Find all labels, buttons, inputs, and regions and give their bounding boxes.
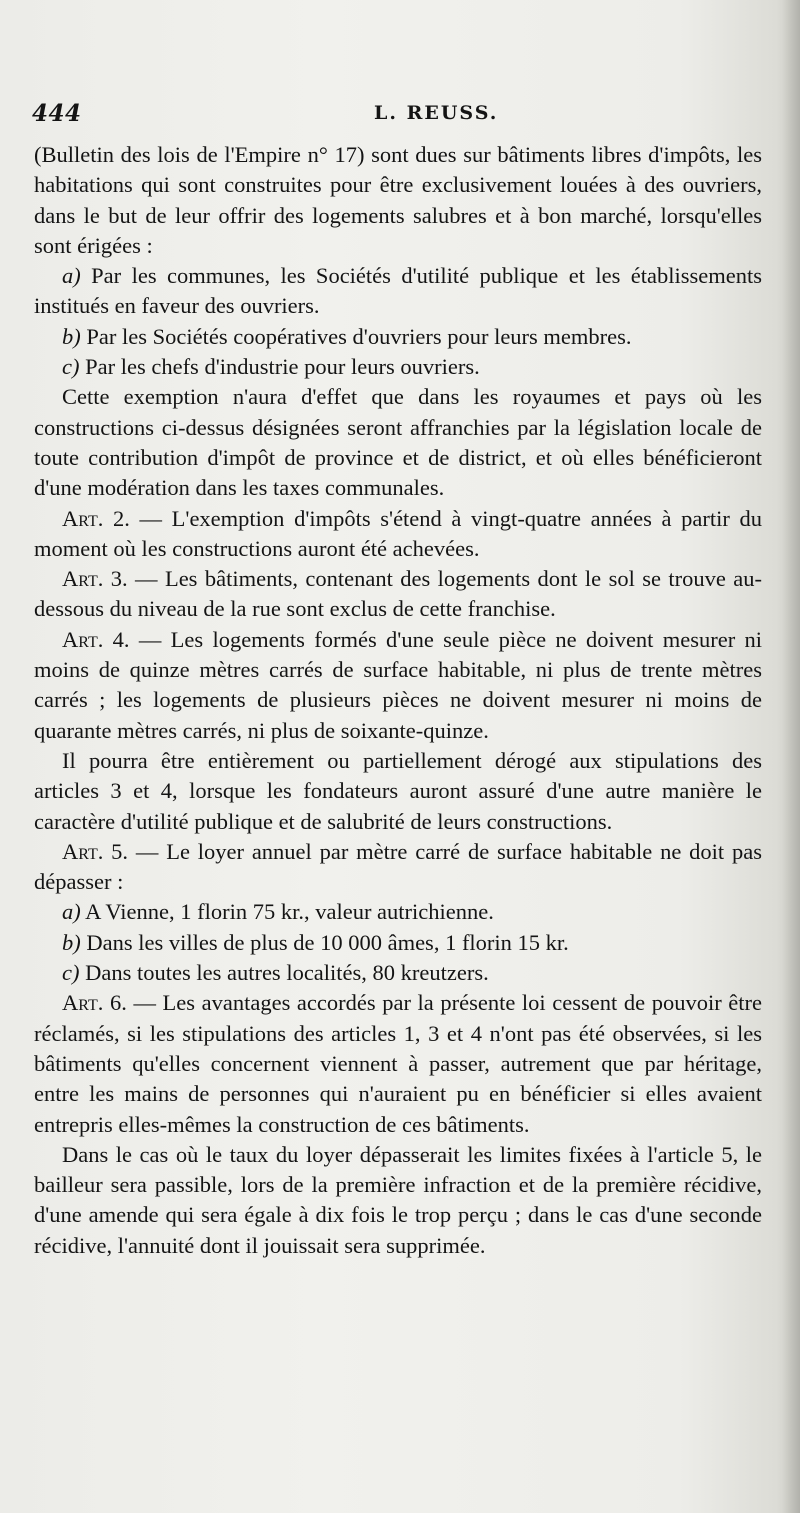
enum-label: b)	[62, 323, 81, 349]
enum-label: b)	[62, 929, 81, 955]
article-3: Art. 3. — Les bâtiments, contenant des logements dont le sol se trouve au-dessous du niveau de la rue sont exclus de cette franchise.	[34, 566, 762, 622]
page-number: 444	[32, 100, 82, 127]
article-label: Art. 4.	[62, 626, 130, 652]
enum-label: a)	[62, 263, 81, 289]
article-6: Art. 6. — Les avantages accordés par la présente loi cessent de pouvoir être réclamés, si les stipulations des articles 1, 3 et 4 n'ont pas été observées, si les bâtiments qu'elles concernent viennent à passer, autrement que par héritage, entre les mains de personnes qui n'auraient pu en bénéficier si elles avaient entrepris elles-mêmes la construction de ces bâtiments.	[34, 990, 762, 1137]
list-item-c: c) Par les chefs d'industrie pour leurs ouvriers.	[62, 354, 480, 380]
list-item-c: c) Dans toutes les autres localités, 80 kreutzers.	[62, 960, 489, 986]
page-body	[34, 140, 762, 1261]
list-item-b: b) Par les Sociétés coopératives d'ouvriers pour leurs membres.	[62, 323, 632, 349]
article-2: Art. 2. — L'exemption d'impôts s'étend à vingt-quatre années à partir du moment où les constructions auront été achevées.	[34, 505, 763, 561]
list-item-b: b) Dans les villes de plus de 10 000 âmes, 1 florin 15 kr.	[62, 929, 569, 955]
enum-label: c)	[62, 960, 80, 986]
article-label: Art. 3.	[62, 566, 128, 592]
paragraph-penalty: Dans le cas où le taux du loyer dépasserait les limites fixées à l'article 5, le bailleur sera passible, lors de la première infraction et de la première récidive, d'une amende qui sera égale à dix fois le trop perçu ; dans le cas d'une seconde récidive, l'annuité dont il jouissait sera supprimée.	[34, 1141, 762, 1258]
paragraph-exemption: Cette exemption n'aura d'effet que dans les royaumes et pays où les constructions ci-dessus désignées seront affranchies par la législation locale de toute contribution d'impôt de province et de district, et où elles bénéficieront d'une modération dans les taxes communales.	[34, 384, 762, 501]
article-label: Art. 6.	[62, 990, 127, 1016]
page-header	[32, 100, 772, 130]
article-label: Art. 5.	[62, 838, 129, 864]
running-head: L. REUSS.	[374, 102, 499, 124]
article-4: Art. 4. — Les logements formés d'une seule pièce ne doivent mesurer ni moins de quinze mètres carrés de surface habitable, ni plus de trente mètres carrés ; les logements de plusieurs pièces ne doivent mesurer ni moins de quarante mètres carrés, ni plus de soixante-quinze.	[34, 626, 763, 743]
article-label: Art. 2.	[62, 505, 130, 531]
list-item-a: a) Par les communes, les Sociétés d'utilité publique et les établissements institués en faveur des ouvriers.	[34, 263, 762, 319]
enum-label: a)	[62, 899, 81, 925]
article-5: Art. 5. — Le loyer annuel par mètre carré de surface habitable ne doit pas dépasser :	[34, 838, 762, 895]
list-item-a: a) A Vienne, 1 florin 75 kr., valeur autrichienne.	[62, 899, 494, 925]
paragraph-continuation: (Bulletin des lois de l'Empire n° 17) sont dues sur bâtiments libres d'impôts, les habitations qui sont construites pour être exclusivement louées à des ouvriers, dans le but de leur offrir des logements salubres et à bon marché, lorsqu'elles sont érigées :	[34, 142, 762, 258]
page-edge-shadow	[782, 0, 800, 1513]
enum-label: c)	[62, 354, 80, 380]
paragraph-derogation: Il pourra être entièrement ou partiellement dérogé aux stipulations des articles 3 et 4, lorsque les fondateurs auront assuré d'une autre manière le caractère d'utilité publique et de salubrité de leurs constructions.	[34, 747, 762, 834]
